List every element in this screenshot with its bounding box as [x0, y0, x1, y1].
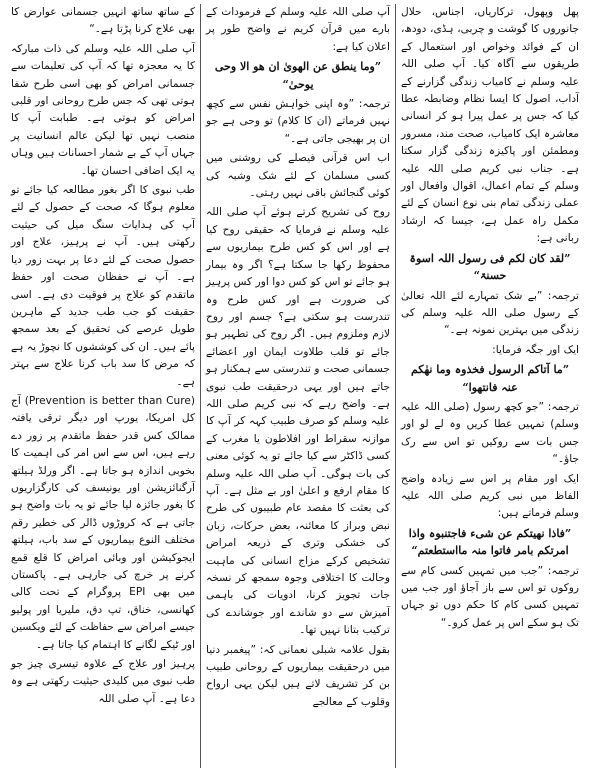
paragraph: اب اس قرآنی فیصلے کی روشنی میں کسی مسلمان کے لئے شک وشبہ کی کوئی گنجائش باقی نہیں رہتی۔ [206, 152, 390, 200]
paragraph: ایک اور جگہ فرمایا: [492, 343, 579, 356]
paragraph: آپ صلی اللہ علیہ وسلم کے فرمودات کے بارے میں قرآن کریم نے واضح طور پر اعلان کیا ہے: [206, 6, 390, 53]
paragraph: روح کی تشریح کرتے ہوئے آپ صلی اللہ علیہ وسلم نے فرمایا کہ حقیقی روح کیا ہے اور اس کو کس طرح بیماریوں سے محفوظ رکھا جا سکتا ہے؟ اگر وہ بیمار ہو جائے تو اس کو کس دوا اور کس پرہیز کی ضرورت ہے اور کس طرح وہ تندرست ہو سکتی ہے؟ جسم اور روح لازم وملزوم ہیں۔ اگر روح کی تطہیر ہو جائے تو قلب طلاوت ایمان اور اعضائے جسمانی صحت و تندرستی سے ہمکنار ہو جاتے ہیں اور یہی درحقیقت طب نبوی ہے۔ واضح رہے کہ نبی کریم صلی اللہ علیہ وسلم کو صرف طبیب کہہ کر آپ کا موازنہ سقراط اور افلاطون یا مغرب کے کسی ڈاکٹر سے کیا جائے تو یہ کوئی معنی کی بات ہوگی۔ آپ صلی اللہ علیہ وسلم کا مقام ارفع و اعلیٰ اور بے مثل ہے۔ آپ کی بعثت کا مقصد عام طبیبوں کی طرح نبض وبراز کا معائنہ، بعض حرکات، زبان کی خشکی وتری کے ذریعہ امراض تشخیص کرکے مزاج انسانی کی ماہیت وحالت کا اختلافی وجوہ سمجھ کر نسخہ جات تجویز کرنا، ادویات کی باہمی آمیزش سے دو شاندے اور جوشاندے کی ترکیب بتانا نہیں تھا۔ [206, 206, 390, 637]
translation: ترجمہ: ”وہ اپنی خواہش نفس سے کچھ نہیں فرماتے (ان کا کلام) تو وحی ہے جو ان پر بھیجی جاتی ہے۔“ [206, 98, 390, 145]
paragraph: ایک اور مقام پر اس سے زیادہ واضح الفاظ میں نبی کریم صلی اللہ علیہ وسلم فرماتے ہیں: [401, 472, 579, 520]
column-middle [200, 4, 396, 768]
paragraph: پھل وپھول، ترکاریاں، اجناس، حلال جانوروں کا گوشت و چربی، ہڈی، دودھ، ان کے فوائد وخواص اور استعمال کے طریقوں سے آگاہ کیا۔ آپ صلی اللہ علیہ وسلم نے کامیاب زندگی گزارنے کے آداب، اصول کا ایسا نظام وضابطہ عطا کیا کہ جس پر عمل پیرا ہو کر انسانی معاشرہ ایک کامیاب، صحت مند، مسرور ومطمئن اور پاکیزہ زندگی گزار سکتا ہے۔ جناب نبی کریم صلی اللہ علیہ وسلم کے تمام اعمال، اقوال وافعال اور عملی زندگی تمام بنی نوع انسان کے لئے مکمل راہ عمل ہے، جیسا کہ ارشاد ربانی ہے: [401, 6, 579, 245]
arabic-verse: ”وما ینطق عن الھویٰ ان ھو الا وحی یوحیٰ“ [214, 60, 382, 91]
translation: ترجمہ: ”جو کچھ رسول (صلی اللہ علیہ وسلم) تمہیں عطا کریں وہ لے لو اور جس بات سے روکیں تو اس سے رک جاؤ۔“ [401, 400, 579, 466]
column-left [6, 4, 200, 768]
arabic-verse: ”لقد کان لکم فی رسول اللہ اسوۃ حسنۃ“ [409, 251, 571, 283]
translation: ترجمہ: ”بے شک تمہارے لئے اللہ تعالیٰ کے رسول صلی اللہ علیہ وسلم کی زندگی میں بہترین نمونہ ہے۔“ [401, 289, 579, 337]
column-right [396, 4, 584, 768]
paragraph: کے ساتھ ساتھ انہیں جسمانی عوارض کا بھی علاج کرنا پڑتا ہے۔“ [11, 6, 195, 36]
paragraph: بقول علامہ شبلی نعمانی کہ: ”پیغمبر دنیا میں درحقیقت بیماریوں کے روحانی طبیب بن کر تشریف لاتے ہیں لیکن یہی ارواح وقلوب کے معالجے [206, 643, 390, 708]
paragraph: طب نبوی کا اگر بغور مطالعہ کیا جائے تو معلوم ہوگا کہ صحت کے حصول کے لئے آپ کی ہدایات سنگ میل کی حیثیت رکھتی ہیں۔ آپ نے پرہیز، علاج اور حصول صحت کے لئے دعا پر بہت زور دیا ہے۔ آپ نے حفظان صحت اور حفظ ماتقدم کو علاج پر فوقیت دی ہے۔ اسی حقیقت کو جب طب جدید کے ماہرین طویل عرصے کی تحقیق کے بعد سمجھ پائے ہیں۔ ان کی کوششوں کا نچوڑ یہ ہے کہ مرض کا سد باب کرنا علاج سے بہتر ہے۔ [11, 184, 195, 388]
arabic-verse: ”ما آتاکم الرسول فخذوہ وما نھٰکم عنہ فانتھوا“ [410, 363, 570, 394]
arabic-hadith: ”فاذا نھیتکم عن شیء فاجتنبوہ واذا امرتکم بامر فاتوا منہ مااستطعتم“ [408, 526, 572, 558]
translation: ترجمہ: ”جب میں تمہیں کسی کام سے روکوں تو اس سے باز آجاؤ اور جب میں تمہیں کسی کام کا حکم دوں تو جہاں تک ہو سکے اس پر عمل کرو۔“ [401, 564, 579, 629]
paragraph: (Prevention is better than Cure) آج کل امریکا، یورپ اور دیگر ترقی یافتہ ممالک کس قدر حفظ ماتقدم پر زور دے رہے ہیں، اس سے اس امر کی اہمیت کا بخوبی اندازہ ہو جاتا ہے۔ اگر ورلڈ ہیلتھ آرگنائزیشن اور یونیسف کی کارگزاریوں کا بغور جائزہ لیا جائے تو یہ بات واضح ہو جاتی ہے کہ کروڑوں ڈالر کی خطیر رقم مختلف النوع بیماریوں کے سد باب، ہیلتھ ایجوکیشن اور وبائی امراض کا قلع قمع کرنے پر خرچ کی جارہی ہے۔ پاکستان میں بھی EPI پروگرام کے تحت کالی کھانسی، خناق، تپ دق، ملیریا اور پولیو جیسے امراض سے حفاظت کے لئے ویکسین اور ٹیکے لگانے کا اہتمام کیا جاتا ہے۔ [11, 394, 195, 651]
paragraph: آپ صلی اللہ علیہ وسلم کی ذات مبارکہ کا یہ معجزہ تھا کہ آپ کی تعلیمات سے جسمانی امراض کو بھی اسی طرح شفا ہوتی تھی کہ جس طرح روحانی اور قلبی امراض کو ہوتی ہے۔ طبابت آپ کا منصب نہیں تھا لیکن عالم انسانیت پر جہاں آپ کے بے شمار احسانات ہیں وہاں یہ ایک اضافی احسان تھا۔ [11, 42, 195, 177]
paragraph: پرہیز اور علاج کے علاوہ تیسری چیز جو طب نبوی میں کلیدی حیثیت رکھتی ہے وہ دعا ہے۔ آپ صلی اللہ [11, 658, 195, 705]
